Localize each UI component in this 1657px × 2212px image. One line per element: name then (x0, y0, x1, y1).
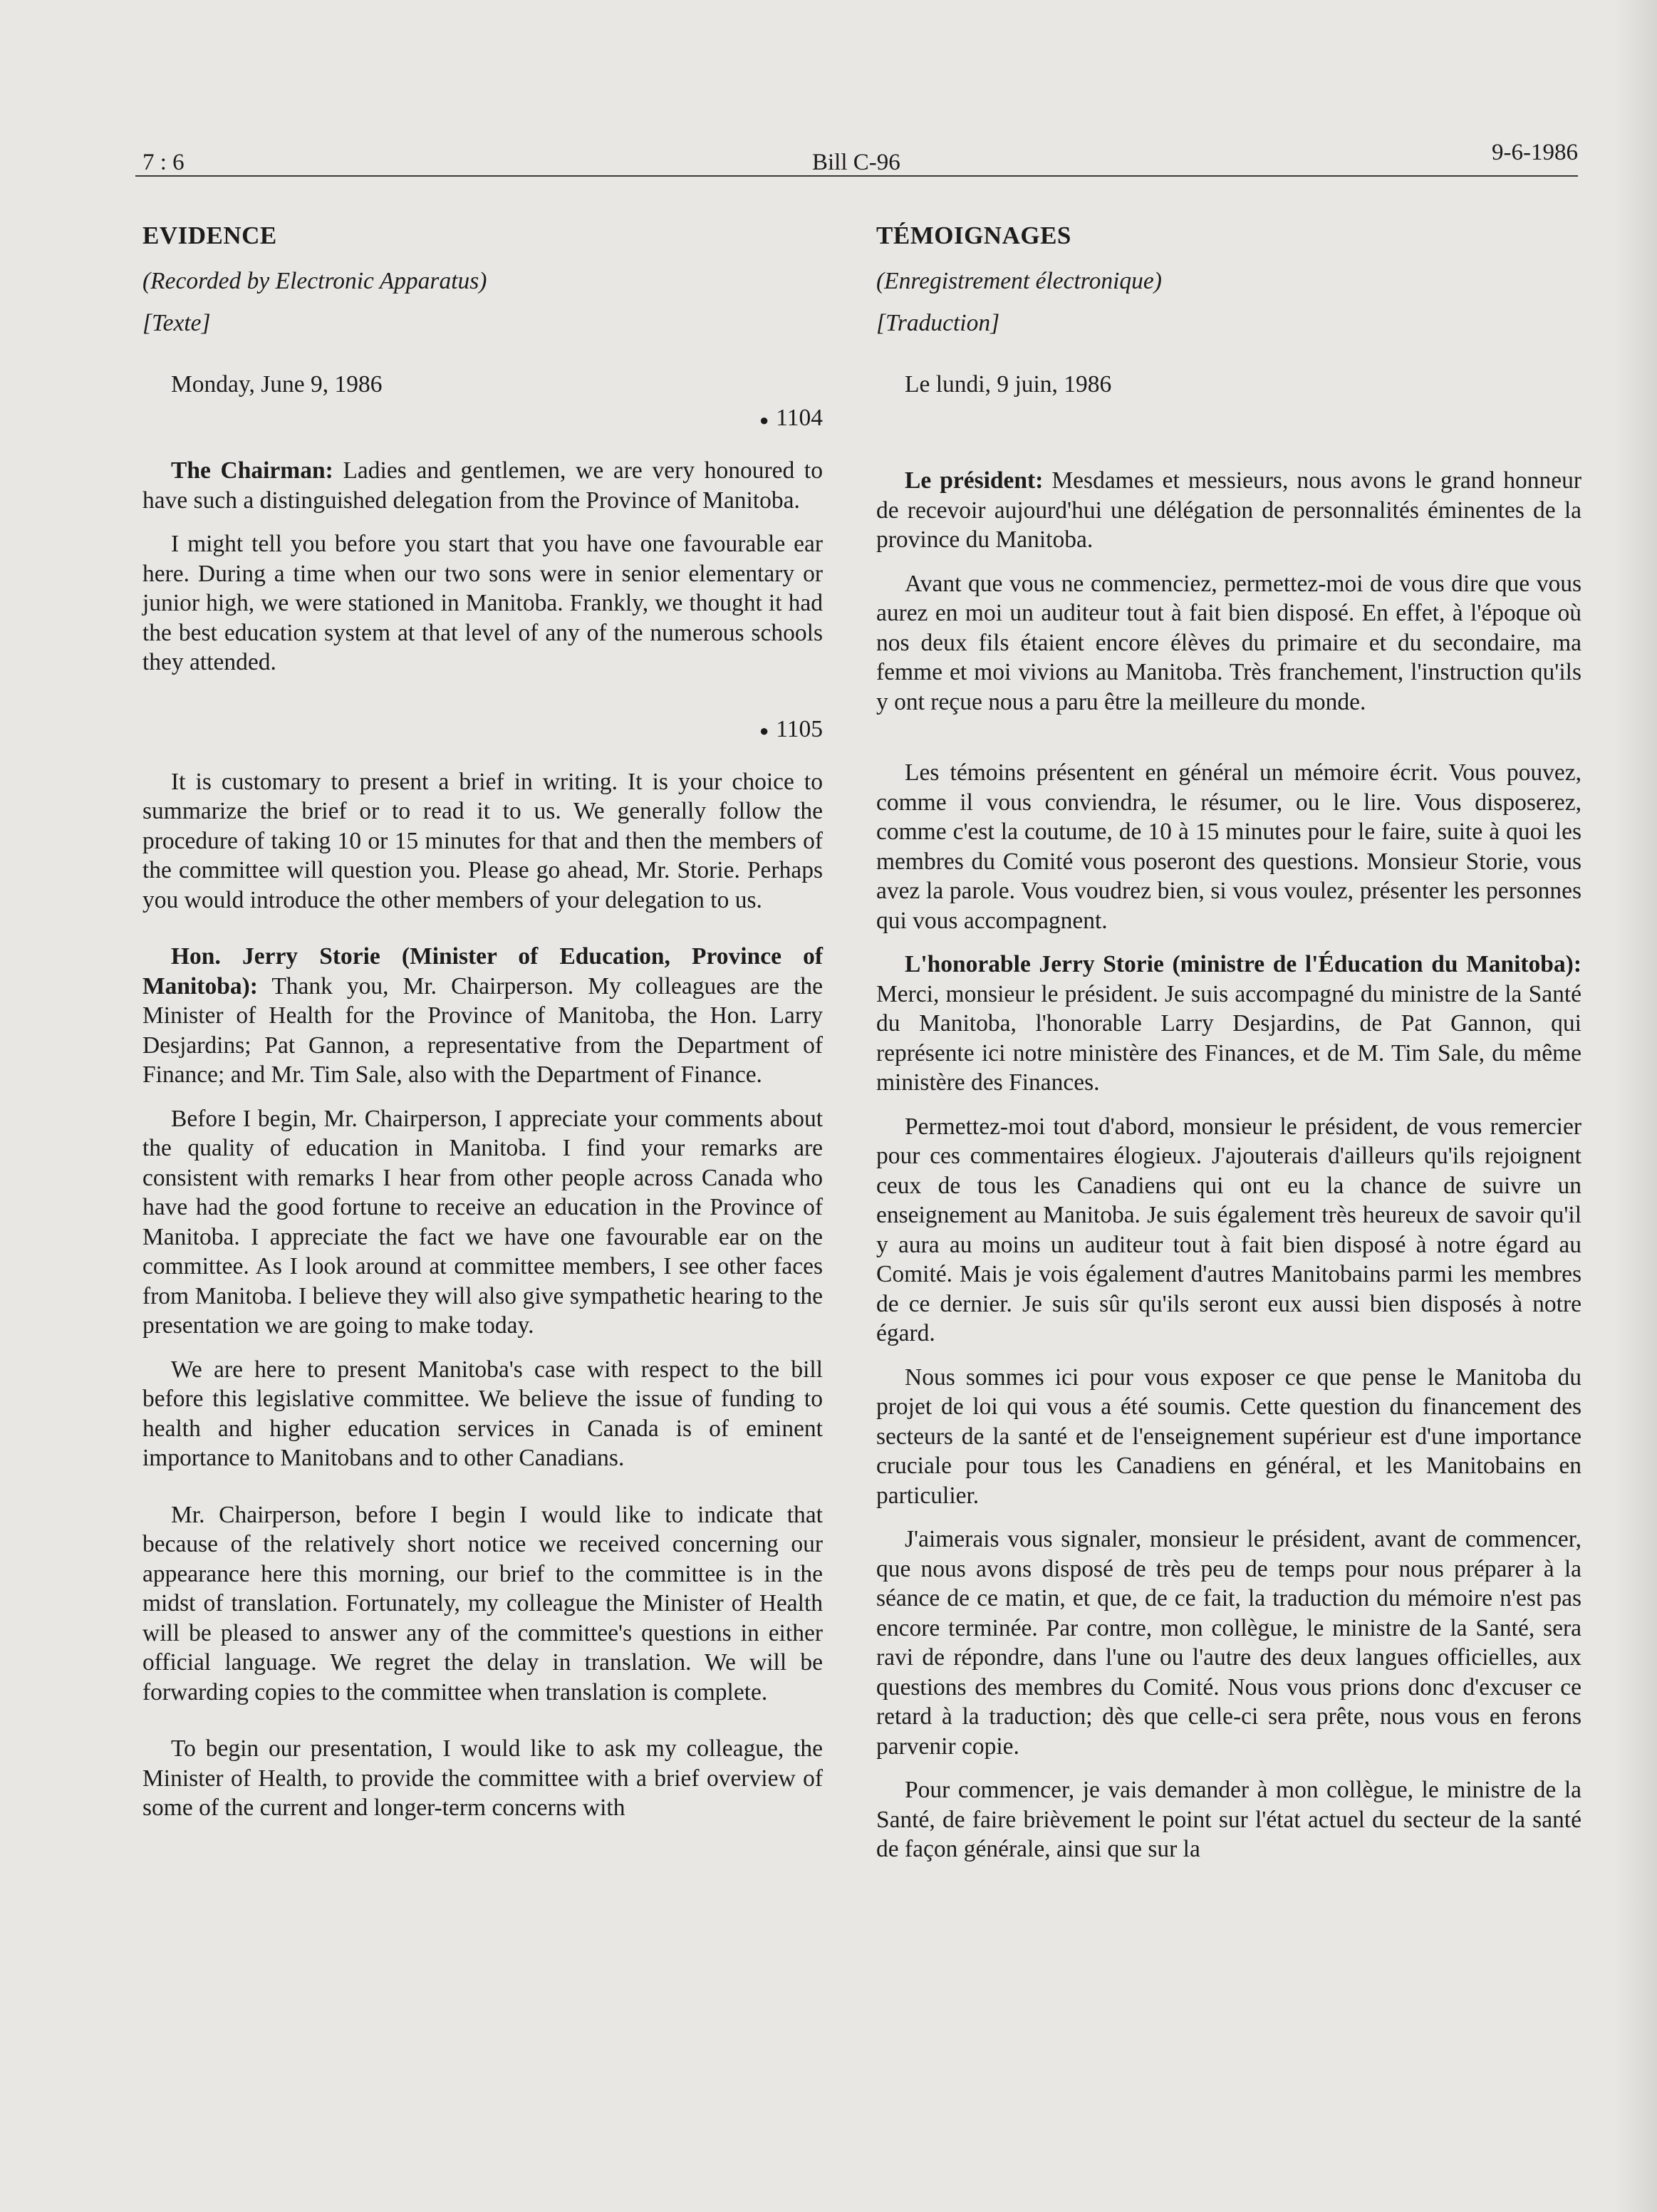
paragraph: Avant que vous ne commenciez, permettez-moi de vous dire que vous aurez en moi un auditeur tout à fait bien disposé. En effet, à l'époque où nos deux fils étaient encore élèves du primaire et du secondaire, ma femme et moi vivions au Manitoba. Très franchement, l'instruction qu'ils y ont reçue nous a paru être la meilleure du monde. (876, 570, 1581, 715)
bill-title: Bill C-96 (812, 150, 900, 175)
section-title: EVIDENCE (142, 222, 277, 249)
paragraph: Before I begin, Mr. Chairperson, I appreciate your comments about the quality of education in Manitoba. I find your remarks are consistent with remarks I hear from other people across Canada who have had the good fortune to receive an education in the Province of Manitoba. I appreciate the fact we have one favourable ear on the committee. As I look around at committee members, I see other faces from Manitoba. I believe they will also give sympathetic hearing to the presentation we are going to make today. (142, 1105, 823, 1339)
paragraph: Pour commencer, je vais demander à mon collègue, le ministre de la Santé, de faire brièvement le point sur l'état actuel du secteur de la santé de façon générale, ainsi que sur la (876, 1777, 1581, 1862)
running-header (135, 142, 1578, 177)
recording-note: (Enregistrement électronique) (876, 267, 1162, 294)
time-marker: ● 1104 (759, 405, 823, 431)
page-edge-shadow (1614, 0, 1657, 2212)
time-marker: ● 1105 (759, 715, 823, 742)
bullet-icon: ● (759, 410, 769, 429)
paragraph: Mr. Chairperson, before I begin I would like to indicate that because of the relatively short notice we received concerning our appearance here this morning, our brief to the committee is in the midst of translation. Fortunately, my colleague the Minister of Health will be pleased to answer any of the committee's questions in either official language. We regret the delay in translation. We will be forwarding copies to the committee when translation is complete. (142, 1501, 823, 1705)
paragraph: Permettez-moi tout d'abord, monsieur le président, de vous remercier pour ces commentaires élogieux. J'ajouterais d'ailleurs qu'ils rejoignent ceux de tous les Canadiens qui ont eu la chance de suivre un enseignement au Manitoba. Je suis également très heureux de savoir qu'il y aura au moins un auditeur tout à fait bien disposé à notre égard au Comité. Mais je vois également d'autres Manitobains parmi les membres de ce dernier. Je suis sûr qu'ils seront eux aussi bien disposés à notre égard. (876, 1113, 1581, 1346)
sitting-date: Le lundi, 9 juin, 1986 (905, 370, 1112, 398)
language-note: [Texte] (142, 310, 211, 336)
paragraph: We are here to present Manitoba's case with respect to the bill before this legislative committee. We believe the issue of funding to health and higher education services in Canada is of eminent importance to Manitobans and to other Canadians. (142, 1356, 823, 1472)
french-column (876, 221, 1581, 1879)
speaker-name: Hon. Jerry Storie (Minister of Education, Province of Manitoba): (142, 943, 823, 999)
english-column (142, 221, 823, 1837)
paragraph: I might tell you before you start that you have one favourable ear here. During a time when our two sons were in senior elementary or junior high, we were stationed in Manitoba. Frankly, we thought it had the best education system at that level of any of the numerous schools they attended. (142, 531, 823, 676)
speaker-name: Le président: (905, 467, 1044, 494)
header-date: 9-6-1986 (1492, 140, 1578, 165)
paragraph: Le président: Mesdames et messieurs, nous avons le grand honneur de recevoir aujourd'hui une délégation de personnalités éminentes de la province du Manitoba. (876, 467, 1581, 553)
sitting-date: Monday, June 9, 1986 (171, 370, 383, 398)
paragraph: Hon. Jerry Storie (Minister of Education, Province of Manitoba): Thank you, Mr. Chairperson. My colleagues are the Minister of Health for the Province of Manitoba, the Hon. Larry Desjardins; Pat Gannon, a representative from the Department of Finance; and Mr. Tim Sale, also with the Department of Finance. (142, 943, 823, 1089)
speaker-name: The Chairman: (171, 457, 333, 484)
speaker-name: L'honorable Jerry Storie (ministre de l'Éducation du Manitoba): (905, 951, 1581, 977)
language-note: [Traduction] (876, 310, 1000, 336)
paragraph: The Chairman: Ladies and gentlemen, we are very honoured to have such a distinguished delegation from the Province of Manitoba. (142, 457, 823, 514)
paragraph: Nous sommes ici pour vous exposer ce que pense le Manitoba du projet de loi qui vous a été soumis. Cette question du financement des secteurs de la santé et de l'enseignement supérieur est d'une importance cruciale pour tous les Canadiens en général, et les Manitobains en particulier. (876, 1364, 1581, 1509)
paragraph: It is customary to present a brief in writing. It is your choice to summarize the brief or to read it to us. We generally follow the procedure of taking 10 or 15 minutes for that and then the members of the committee will question you. Please go ahead, Mr. Storie. Perhaps you would introduce the other members of your delegation to us. (142, 768, 823, 913)
paragraph: To begin our presentation, I would like to ask my colleague, the Minister of Health, to provide the committee with a brief overview of some of the current and longer-term concerns with (142, 1735, 823, 1822)
paragraph: L'honorable Jerry Storie (ministre de l'Éducation du Manitoba): Merci, monsieur le président. Je suis accompagné du ministre de la Santé du Manitoba, l'honorable Larry Desjardins, de Pat Gannon, qui représente ici notre ministère des Finances, et de M. Tim Sale, du même ministère des Finances. (876, 951, 1581, 1096)
paragraph: J'aimerais vous signaler, monsieur le président, avant de commencer, que nous avons disposé de très peu de temps pour nous préparer à la séance de ce matin, et que, de ce fait, la traduction du mémoire n'est pas encore terminée. Par contre, mon collègue, le ministre de la Santé, sera ravi de répondre, dans l'une ou l'autre des deux langues officielles, aux questions des membres du Comité. Nous vous prions donc d'excuser ce retard à la traduction; dès que celle-ci sera prête, nous vous en ferons parvenir copie. (876, 1526, 1581, 1760)
paragraph: Les témoins présentent en général un mémoire écrit. Vous pouvez, comme il vous conviendra, le résumer, ou le lire. Vous disposerez, comme c'est la coutume, de 10 à 15 minutes pour le faire, suite à quoi les membres du Comité vous poseront des questions. Monsieur Storie, vous avez la parole. Vous voudrez bien, si vous voulez, présenter les personnes qui vous accompagnent. (876, 759, 1581, 934)
bullet-icon: ● (759, 722, 769, 740)
section-title: TÉMOIGNAGES (876, 222, 1071, 249)
recording-note: (Recorded by Electronic Apparatus) (142, 267, 487, 294)
page-reference: 7 : 6 (142, 150, 185, 175)
